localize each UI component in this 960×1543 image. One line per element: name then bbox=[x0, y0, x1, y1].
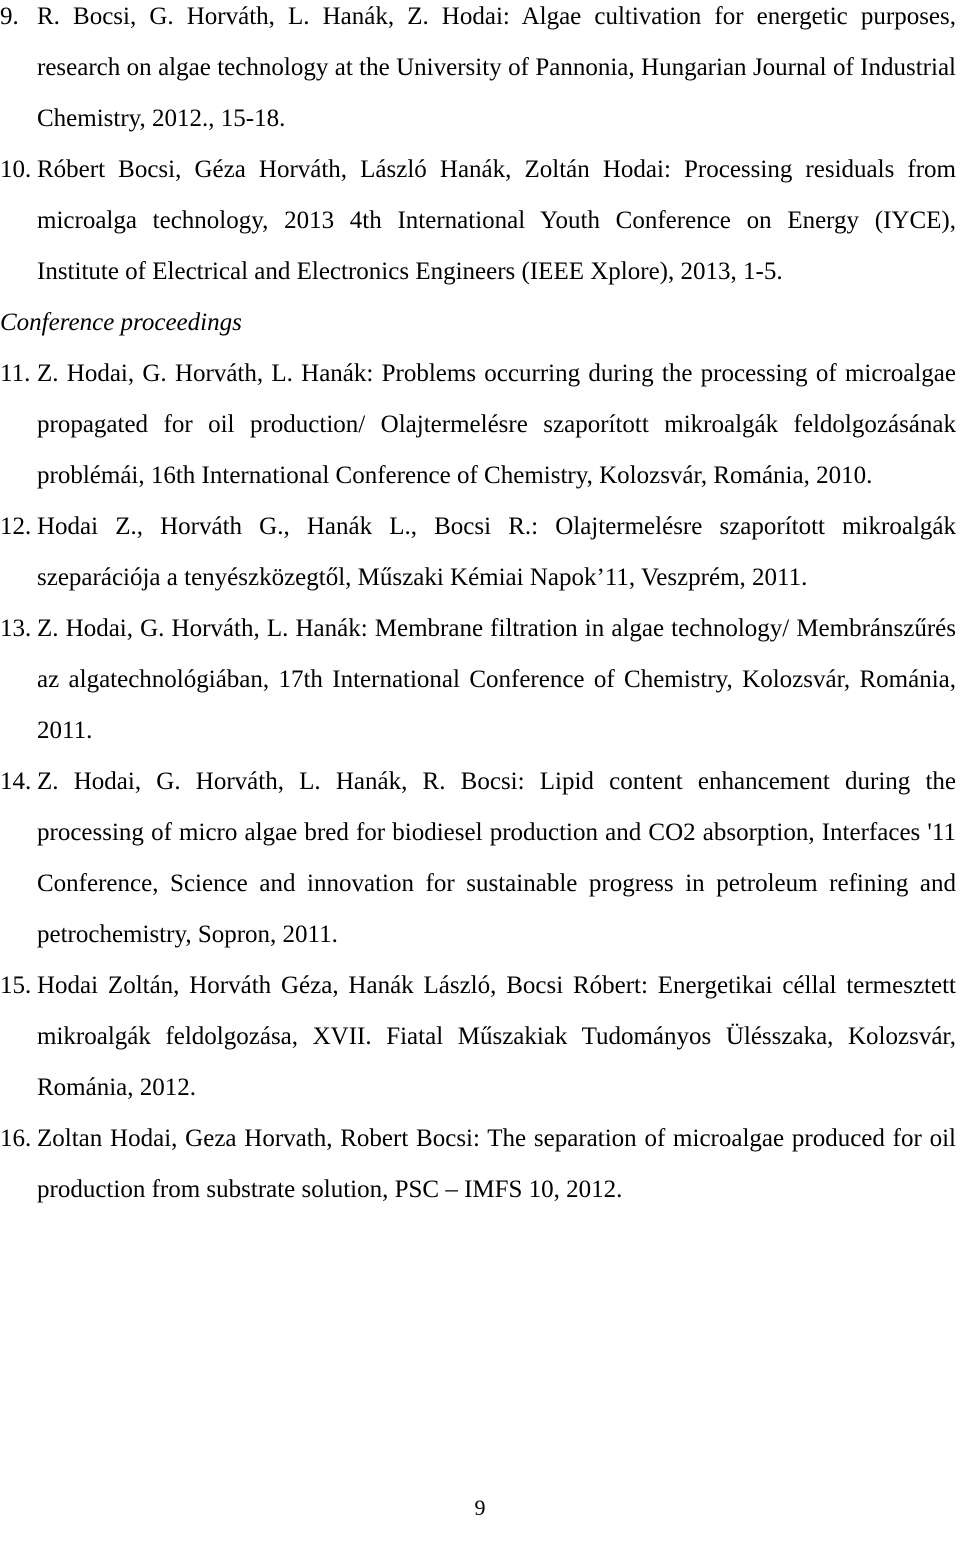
reference-text: Róbert Bocsi, Géza Horváth, László Hanák, Zoltán Hodai: Processing residuals from microalga technology, 2013 4th International Youth Conference on Energy (IYCE), Institute of Electrical and Electronics Engineers (IEEE Xplore), 2013, 1-5. bbox=[37, 156, 956, 285]
reference-text: Hodai Zoltán, Horváth Géza, Hanák László, Bocsi Róbert: Energetikai céllal termesztett mikroalgák feldolgozása, XVII. Fiatal Műszakiak Tudományos Ülésszaka, Kolozsvár, Románia, 2012. bbox=[37, 972, 956, 1101]
reference-text: Zoltan Hodai, Geza Horvath, Robert Bocsi: The separation of microalgae produced for oil production from substrate solution, PSC – IMFS 10, 2012. bbox=[37, 1125, 956, 1203]
reference-number: 11. bbox=[0, 360, 31, 387]
reference-text: Z. Hodai, G. Horváth, L. Hanák, R. Bocsi: Lipid content enhancement during the processing of micro algae bred for biodiesel production and CO2 absorption, Interfaces '11 Conference, Science and innovation for sustainable progress in petroleum refining and petrochemistry, Sopron, 2011. bbox=[37, 768, 956, 948]
section-heading-conference-proceedings: Conference proceedings bbox=[0, 309, 242, 336]
reference-item-10 bbox=[0, 144, 960, 297]
reference-item-12 bbox=[0, 501, 960, 603]
reference-number: 13. bbox=[0, 615, 32, 642]
reference-text: Z. Hodai, G. Horváth, L. Hanák: Problems occurring during the processing of microalgae propagated for oil production/ Olajtermelésre szaporított mikroalgák feldolgozásának problémái, 16th International Conference of Chemistry, Kolozsvár, Románia, 2010. bbox=[37, 360, 956, 489]
page-number: 9 bbox=[474, 1495, 486, 1520]
reference-item-11 bbox=[0, 348, 960, 501]
reference-item-13 bbox=[0, 603, 960, 756]
reference-item-15 bbox=[0, 960, 960, 1113]
reference-text: Hodai Z., Horváth G., Hanák L., Bocsi R.: Olajtermelésre szaporított mikroalgák szeparációja a tenyészközegtől, Műszaki Kémiai Napok’11, Veszprém, 2011. bbox=[37, 513, 956, 591]
reference-number: 14. bbox=[0, 768, 32, 795]
reference-text: Z. Hodai, G. Horváth, L. Hanák: Membrane filtration in algae technology/ Membránszűrés az algatechnológiában, 17th International Conference of Chemistry, Kolozsvár, Románia, 2011. bbox=[37, 615, 956, 744]
reference-item-14 bbox=[0, 756, 960, 960]
reference-text: R. Bocsi, G. Horváth, L. Hanák, Z. Hodai: Algae cultivation for energetic purposes, research on algae technology at the University of Pannonia, Hungarian Journal of Industrial Chemistry, 2012., 15-18. bbox=[37, 3, 956, 132]
reference-item-9 bbox=[0, 0, 960, 144]
reference-number: 9. bbox=[0, 3, 19, 30]
reference-number: 12. bbox=[0, 513, 32, 540]
reference-number: 10. bbox=[0, 156, 32, 183]
reference-number: 15. bbox=[0, 972, 32, 999]
reference-item-16 bbox=[0, 1113, 960, 1215]
reference-number: 16. bbox=[0, 1125, 32, 1152]
